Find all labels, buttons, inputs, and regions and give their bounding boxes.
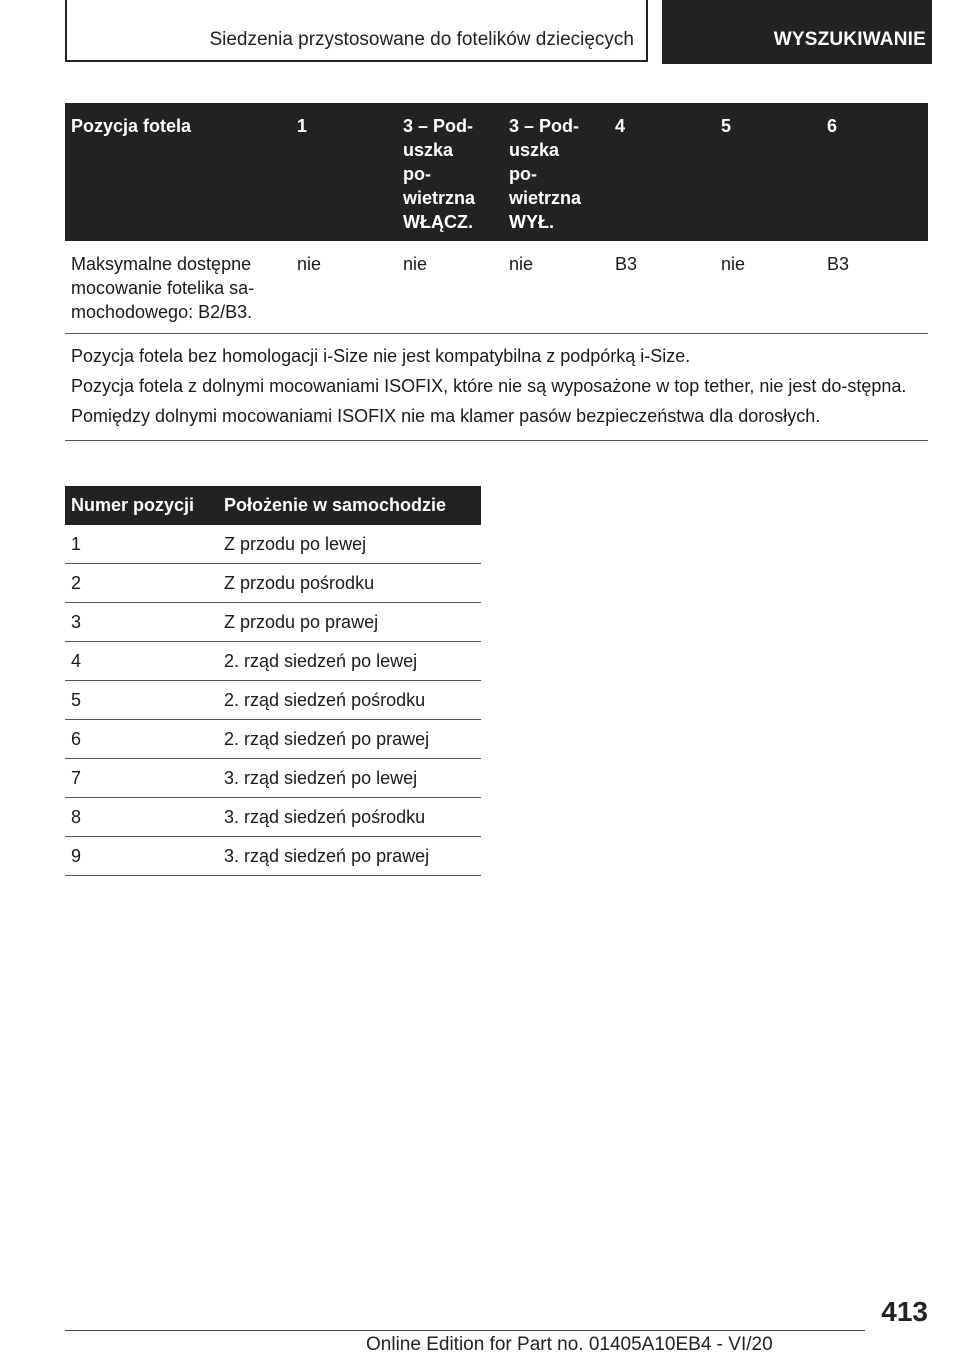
table-cell: nie [503,241,609,334]
table-cell: 9 [65,837,218,876]
table-cell: 3. rząd siedzeń po lewej [218,759,481,798]
header-line: 3 – Pod- uszka po- wietrzna WYŁ. [509,116,582,232]
table-row [65,837,481,876]
header-line: 3 – Pod- uszka po- wietrzna WŁĄCZ. [403,116,476,232]
table-row [65,642,481,681]
column-header-3-airbag-off [503,103,609,241]
table-cell: 3. rząd siedzeń po prawej [218,837,481,876]
table-row [65,525,481,564]
table-row [65,603,481,642]
table-cell: 2. rząd siedzeń pośrodku [218,681,481,720]
table-cell: B3 [821,241,928,334]
section-title: Siedzenia przystosowane do fotelików dziecięcych [209,29,634,50]
table-cell: Z przodu po prawej [218,603,481,642]
table-row [65,798,481,837]
table-header-row [65,486,481,525]
column-header-4: 4 [609,103,715,241]
table-cell: B3 [609,241,715,334]
table-cell: Maksymalne dostępne mocowanie fotelika sa-mochodowego: B2/B3. [65,241,291,334]
column-header-1: 1 [291,103,397,241]
table-cell: 6 [65,720,218,759]
table-row [65,681,481,720]
note: Pomiędzy dolnymi mocowaniami ISOFIX nie ma klamer pasów bezpieczeństwa dla dorosłych. [71,406,821,426]
table-cell: 4 [65,642,218,681]
table-cell: Z przodu po lewej [218,525,481,564]
table-cell: Z przodu pośrodku [218,564,481,603]
table-cell: nie [397,241,503,334]
table-cell: nie [715,241,821,334]
table-cell: 2 [65,564,218,603]
table-cell: 5 [65,681,218,720]
table-row [65,720,481,759]
position-legend-table [65,486,481,876]
footer-divider [65,1330,865,1331]
page-number: 413 [881,1296,928,1327]
table-notes-row [65,334,928,441]
table-cell: 3 [65,603,218,642]
note: Pozycja fotela bez homologacji i-Size nie jest kompatybilna z podpórką i-Size. [71,346,691,366]
table-row [65,759,481,798]
column-header-position-number: Numer pozycji [65,486,218,525]
table-cell: 1 [65,525,218,564]
table-cell: 2. rząd siedzeń po lewej [218,642,481,681]
seat-position-table [65,103,928,441]
column-header-seat-position: Pozycja fotela [65,103,291,241]
section-title-box [65,0,648,62]
table-cell: 3. rząd siedzeń pośrodku [218,798,481,837]
note: Pozycja fotela z dolnymi mocowaniami ISOFIX, które nie są wyposażone w top tether, nie jest do-stępna. [71,376,907,396]
page-header [65,0,932,64]
table-cell: nie [291,241,397,334]
table-notes [65,334,928,441]
column-header-5: 5 [715,103,821,241]
table-cell: 8 [65,798,218,837]
column-header-3-airbag-on [397,103,503,241]
column-header-location: Położenie w samochodzie [218,486,481,525]
search-tab-label: WYSZUKIWANIE [773,29,926,50]
table-cell: 2. rząd siedzeń po prawej [218,720,481,759]
table-row [65,564,481,603]
table-row [65,241,928,334]
table-cell: 7 [65,759,218,798]
edition-text: Online Edition for Part no. 01405A10EB4 - VI/20 [366,1334,773,1355]
table-header-row [65,103,928,241]
column-header-6: 6 [821,103,928,241]
search-tab[interactable] [662,0,932,64]
